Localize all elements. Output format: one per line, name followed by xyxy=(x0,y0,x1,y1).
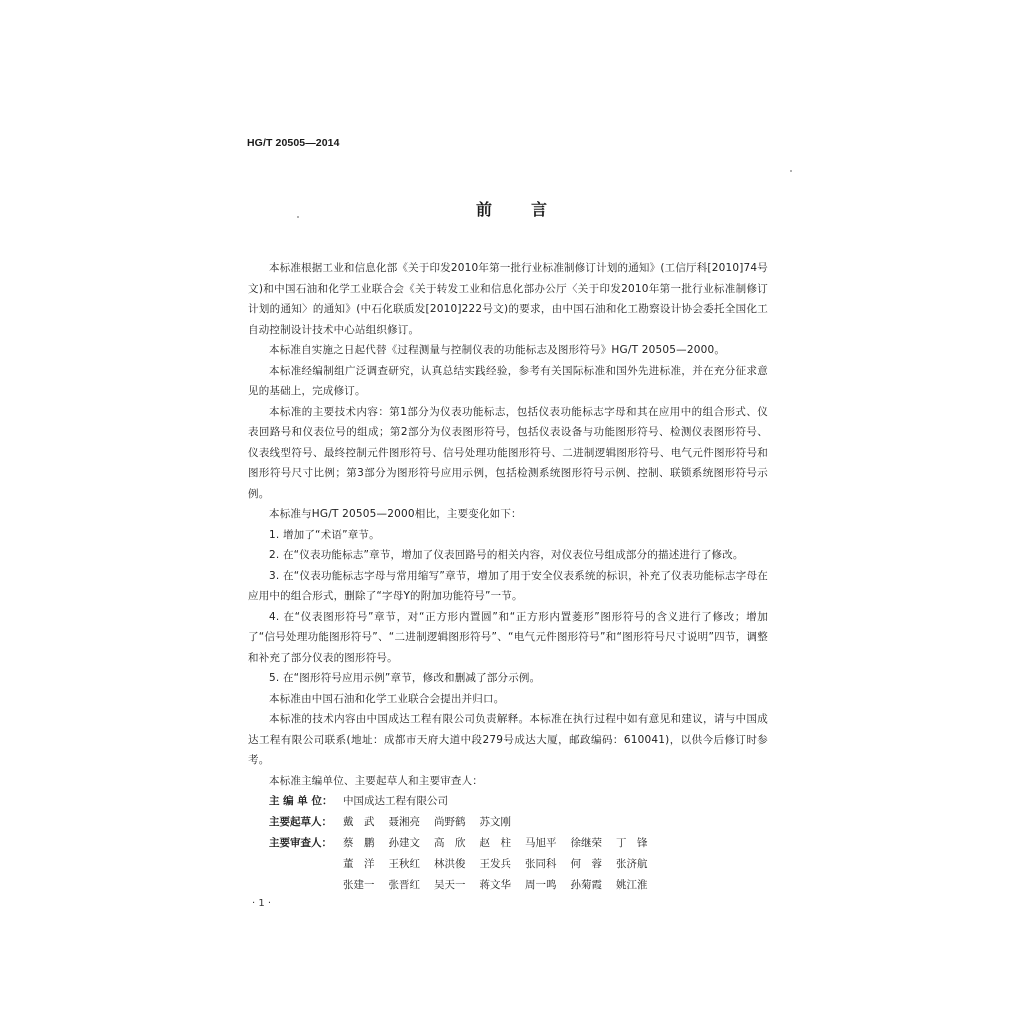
drafters-row xyxy=(248,812,768,833)
change-item-4: 4. 在“仪表图形符号”章节，对“正方形内置圆”和“正方形内置菱形”图形符号的含义进行了修改；增加了“信号处理功能图形符号”、“二进制逻辑图形符号”、“电气元件图形符号”和“图形符号尺寸说明”四节，调整和补充了部分仪表的图形符号。 xyxy=(248,610,768,664)
reviewer-name: 赵 柱 xyxy=(479,837,511,849)
preface-body xyxy=(248,258,768,896)
change-item-3: 3. 在“仪表功能标志字母与常用缩写”章节，增加了用于安全仪表系统的标识，补充了仪表功能标志字母在应用中的组合形式，删除了“字母Y的附加功能符号”一节。 xyxy=(248,569,768,602)
reviewers-label: 主要审查人： xyxy=(269,837,332,849)
paragraph-changes-intro: 本标准与HG/T 20505—2000相比，主要变化如下： xyxy=(269,508,522,520)
reviewer-name: 蒋文华 xyxy=(479,879,511,891)
reviewer-name: 王秋红 xyxy=(388,858,420,870)
scan-speck xyxy=(297,216,299,218)
reviewer-name: 孙菊霞 xyxy=(570,879,602,891)
paragraph-revision-process: 本标准经编制组广泛调查研究，认真总结实践经验，参考有关国际标准和国外先进标准，并在充分征求意见的基础上，完成修订。 xyxy=(248,364,768,397)
reviewer-name: 张建一 xyxy=(343,879,375,891)
reviewer-name: 徐继荣 xyxy=(570,837,602,849)
paragraph-staff-intro: 本标准主编单位、主要起草人和主要审查人： xyxy=(269,774,483,787)
reviewer-name: 马旭平 xyxy=(525,837,557,849)
change-item-1: 1. 增加了“术语”章节。 xyxy=(269,528,380,541)
paragraph-basis: 本标准根据工业和信息化部《关于印发2010年第一批行业标准制修订计划的通知》(工信厅科[2010]74号文)和中国石油和化学工业联合会《关于转发工业和信息化部办公厅〈关于印发2010年第一批行业标准制修订计划的通知〉的通知》(中石化联质发[2010]222号文)的要求，由中国石油和化工勘察设计协会委托全国化工自动控制设计技术中心站组织修订。 xyxy=(248,262,768,336)
reviewer-name: 吴天一 xyxy=(434,879,466,891)
drafter-name: 戴 武 xyxy=(343,816,375,828)
drafter-name: 苏文刚 xyxy=(479,816,511,828)
drafter-name: 尚野鹤 xyxy=(434,816,466,828)
reviewer-name: 张同科 xyxy=(525,858,557,870)
paragraph-proposer: 本标准由中国石油和化学工业联合会提出并归口。 xyxy=(269,692,505,705)
reviewers-names-3 xyxy=(343,875,768,896)
reviewers-names-1 xyxy=(343,833,768,854)
reviewer-name: 张济航 xyxy=(616,858,648,870)
reviewer-name: 蔡 鹏 xyxy=(343,837,375,849)
reviewers-row-2 xyxy=(248,854,768,875)
drafter-name: 聂湘亮 xyxy=(388,816,420,828)
reviewers-names-2 xyxy=(343,854,768,875)
reviewer-name: 孙建文 xyxy=(388,837,420,849)
reviewer-name: 张晋红 xyxy=(388,879,420,891)
reviewer-name: 丁 锋 xyxy=(616,837,648,849)
reviewer-name: 高 欣 xyxy=(434,837,466,849)
page-title xyxy=(0,197,1024,220)
reviewer-name: 董 洋 xyxy=(343,858,375,870)
change-item-2: 2. 在“仪表功能标志”章节，增加了仪表回路号的相关内容，对仪表位号组成部分的描述进行了修改。 xyxy=(269,549,744,561)
title-char-1: 前 xyxy=(475,200,493,219)
change-item-5: 5. 在“图形符号应用示例”章节，修改和删减了部分示例。 xyxy=(269,672,541,684)
chief-unit-label: 主 编 单 位： xyxy=(269,795,333,807)
drafters-label: 主要起草人： xyxy=(269,816,332,828)
reviewer-name: 王发兵 xyxy=(479,858,511,870)
reviewer-name: 姚江淮 xyxy=(616,879,648,891)
reviewer-name: 何 蓉 xyxy=(570,858,602,870)
title-char-2: 言 xyxy=(531,200,549,219)
reviewer-name: 林洪俊 xyxy=(434,858,466,870)
paragraph-replacement: 本标准自实施之日起代替《过程测量与控制仪表的功能标志及图形符号》HG/T 20505—2000。 xyxy=(269,344,726,356)
drafters-names xyxy=(343,812,768,833)
paragraph-main-content: 本标准的主要技术内容：第1部分为仪表功能标志，包括仪表功能标志字母和其在应用中的组合形式、仪表回路号和仪表位号的组成；第2部分为仪表图形符号，包括仪表设备与功能图形符号、检测仪表图形符号、仪表线型符号、最终控制元件图形符号、信号处理功能图形符号、二进制逻辑图形符号、电气元件图形符号和图形符号尺寸比例；第3部分为图形符号应用示例，包括检测系统图形符号示例、控制、联锁系统图形符号示例。 xyxy=(248,405,768,500)
paragraph-interpretation: 本标准的技术内容由中国成达工程有限公司负责解释。本标准在执行过程中如有意见和建议，请与中国成达工程有限公司联系(地址：成都市天府大道中段279号成达大厦，邮政编码：610041)，以供今后修订时参考。 xyxy=(248,713,768,766)
chief-unit-value: 中国成达工程有限公司 xyxy=(343,795,448,807)
chief-unit-row xyxy=(248,791,768,812)
standard-code: HG/T 20505—2014 xyxy=(247,137,340,149)
reviewers-row-1 xyxy=(248,833,768,854)
reviewers-row-3 xyxy=(248,875,768,896)
reviewer-name: 周一鸣 xyxy=(525,879,557,891)
page-number: · 1 · xyxy=(252,898,272,909)
scan-speck xyxy=(790,170,792,172)
